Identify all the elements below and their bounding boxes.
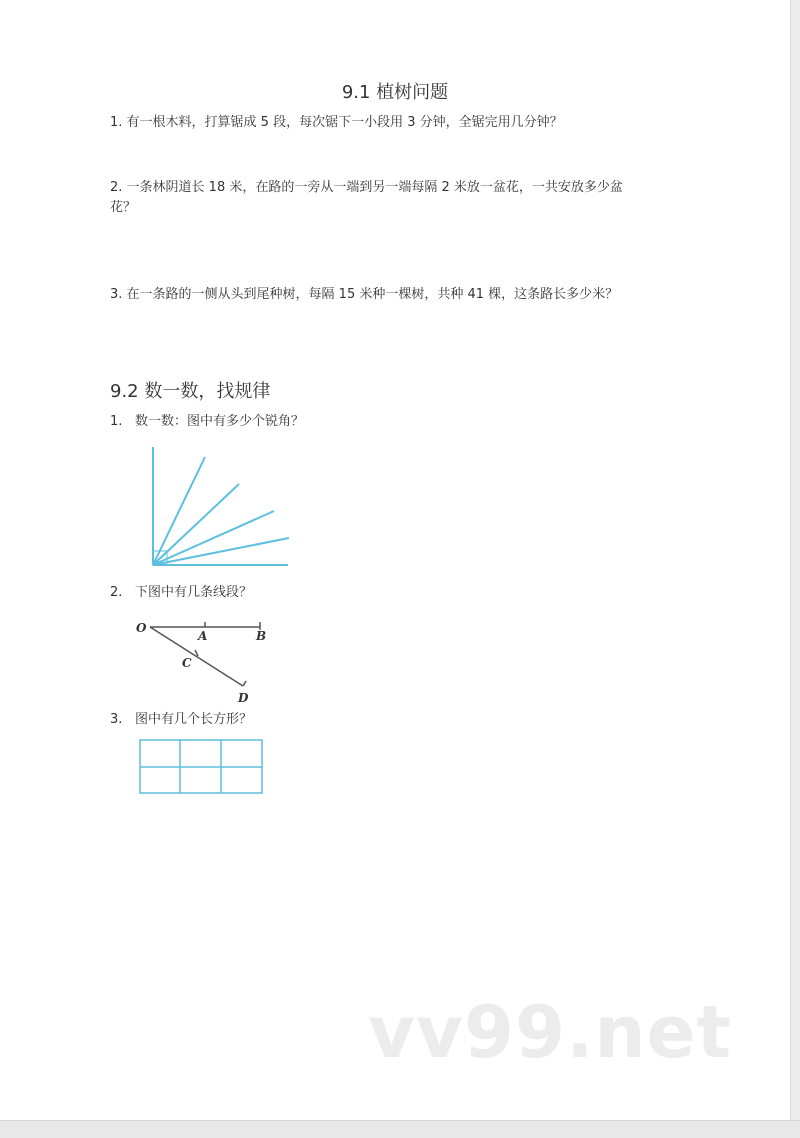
label-d: D <box>238 691 249 705</box>
label-a: A <box>198 629 208 643</box>
label-c: C <box>182 656 192 670</box>
question-1-2: 2. 一条林阴道长 18 米，在路的一旁从一端到另一端每隔 2 米放一盆花，一共安放多少盆 <box>110 180 623 195</box>
label-b: B <box>256 629 267 643</box>
question-2-2: 下图中有几条线段？ <box>135 585 253 600</box>
angle-fan-figure <box>153 447 289 565</box>
section-title-9-1: 9.1 植树问题 <box>341 82 449 103</box>
watermark: vv99.net <box>368 990 732 1074</box>
question-2-1: 数一数：图中有多少个锐角？ <box>135 414 305 429</box>
question-1-2-cont: 花？ <box>110 200 137 215</box>
question-2-1-num: 1. <box>110 414 123 429</box>
rectangle-grid-figure <box>140 740 262 793</box>
question-1-3: 3. 在一条路的一侧从头到尾种树，每隔 15 米种一棵树，共种 41 棵，这条路长多少米？ <box>110 287 619 302</box>
label-o: O <box>136 621 147 635</box>
question-1-1: 1. 有一根木料，打算锯成 5 段，每次锯下一小段用 3 分钟，全锯完用几分钟？ <box>110 115 563 130</box>
section-title-9-2: 9.2 数一数，找规律 <box>110 381 271 402</box>
question-2-2-num: 2. <box>110 585 123 600</box>
question-2-3-num: 3. <box>110 712 123 727</box>
question-2-3: 图中有几个长方形？ <box>135 712 253 727</box>
